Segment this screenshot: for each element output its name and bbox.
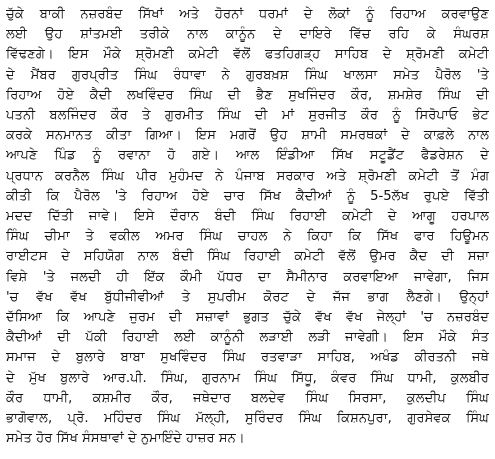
text-line: ਰਿਹਾਅ ਹੋਏ ਕੈਦੀ ਲਖਵਿੰਦਰ ਸਿੰਘ ਦੀ ਭੈਣ ਸੁਖਜਿੰਦਰ ਕੌਰ, ਸ਼ਮਸ਼ੇਰ ਸਿੰਘ ਦੀ bbox=[6, 87, 489, 103]
article-body bbox=[6, 5, 489, 454]
text-line: ਲਈ ਉਹ ਸ਼ਾਂਤਮਈ ਤਰੀਕੇ ਨਾਲ ਕਾਨੂੰਨ ਦੇ ਦਾਇਰੇ ਵਿੱਚ ਰਹਿ ਕੇ ਸੰਘਰਸ਼ bbox=[6, 27, 489, 43]
text-line: ਕੀਤੀ ਕਿ ਪੈਰੋਲ 'ਤੇ ਰਿਹਾਅ ਹੋਏ ਚਾਰ ਸਿੱਖ ਕੈਦੀਆਂ ਨੂੰ 5-5ਲੱਖ ਰੁਪਏ ਵਿੱਤੀ bbox=[6, 188, 489, 204]
text-line: ਵਿੱਢਣਗੇ। ਇਸ ਮੌਕੇ ਸ਼੍ਰੋਮਣੀ ਕਮੇਟੀ ਵੱਲੋਂ ਫਤਹਿਗੜ੍ਹ ਸਾਹਿਬ ਦੇ ਸ਼੍ਰੋਮਣੀ ਕਮੇਟੀ bbox=[6, 47, 489, 63]
text-line: ਚੁੱਕੇ ਬਾਕੀ ਨਜ਼ਰਬੰਦ ਸਿੱਖਾਂ ਅਤੇ ਹੋਰਨਾਂ ਧਰਮਾਂ ਦੇ ਲੋਕਾਂ ਨੂੰ ਰਿਹਾਅ ਕਰਵਾਉਣ bbox=[6, 7, 489, 22]
text-line: ਸਿੰਘ ਚੀਮਾ ਤੇ ਵਕੀਲ ਅਮਰ ਸਿੰਘ ਚਾਹਲ ਨੇ ਕਿਹਾ ਕਿ ਸਿੱਖ ਫਾਰ ਹਿਊਮਨ bbox=[6, 229, 489, 245]
text-line: ਸਮੇਤ ਹੋਰ ਸਿੱਖ ਸੰਸਥਾਵਾਂ ਦੇ ਨੁਮਾਇੰਦੇ ਹਾਜ਼ਰ ਸਨ। bbox=[6, 431, 245, 447]
text-line: ਵਿਸ਼ੇ 'ਤੇ ਜਲਦੀ ਹੀ ਇੱਕ ਕੌਮੀ ਪੱਧਰ ਦਾ ਸੈਮੀਨਾਰ ਕਰਵਾਇਆ ਜਾਵੇਗਾ, ਜਿਸ bbox=[6, 269, 489, 285]
text-line: ਪਤਨੀ ਬਲਜਿੰਦਰ ਕੌਰ ਤੇ ਗੁਰਮੀਤ ਸਿੰਘ ਦੀ ਮਾਂ ਸੁਰਜੀਤ ਕੌਰ ਨੂੰ ਸਿਰੋਪਾਓ ਭੇਟ bbox=[6, 108, 489, 123]
text-line: ਕੈਦੀਆਂ ਦੀ ਪੱਕੀ ਰਿਹਾਈ ਲਈ ਕਾਨੂੰਨੀ ਲੜਾਈ ਲੜੀ ਜਾਵੇਗੀ। ਇਸ ਮੌਕੇ ਸੰਤ bbox=[6, 330, 489, 346]
text-line: ਭਾਗੋਵਾਲ, ਪ੍ਰੋ. ਮਹਿੰਦਰ ਸਿੰਘ ਮੱਲ੍ਹੀ, ਸੁਰਿੰਦਰ ਸਿੰਘ ਕਿਸ਼ਨਪੁਰਾ, ਗੁਰਸੇਵਕ ਸਿੰਘ bbox=[6, 411, 489, 426]
text-line: ਦੱਸਿਆ ਕਿ ਆਪਣੇ ਜੁਰਮ ਦੀ ਸਜ਼ਾਵਾਂ ਭੁਗਤ ਚੁੱਕੇ ਵੱਖ ਵੱਖ ਜੇਲ੍ਹਾਂ 'ਚ ਨਜ਼ਰਬੰਦ bbox=[6, 310, 489, 325]
text-line: ਕੌਰ ਧਾਮੀ, ਕਸ਼ਮੀਰ ਕੌਰ, ਜਥੇਦਾਰ ਬਲਦੇਵ ਸਿੰਘ ਸਿਰਸਾ, ਕੁਲਦੀਪ ਸਿੰਘ bbox=[6, 390, 489, 406]
text-line: ਮਦਦ ਦਿੱਤੀ ਜਾਵੇ। ਇਸੇ ਦੌਰਾਨ ਬੰਦੀ ਸਿੰਘ ਰਿਹਾਈ ਕਮੇਟੀ ਦੇ ਆਗੂ ਹਰਪਾਲ bbox=[6, 209, 489, 224]
text-line: ਦੇ ਮੈਂਬਰ ਗੁਰਪ੍ਰੀਤ ਸਿੰਘ ਰੰਧਾਵਾ ਨੇ ਗੁਰਬਖ਼ਸ਼ ਸਿੰਘ ਖਾਲਸਾ ਸਮੇਤ ਪੈਰੋਲ 'ਤੇ bbox=[6, 67, 489, 83]
text-line: 'ਚ ਵੱਖ ਵੱਖ ਬੁੱਧੀਜੀਵੀਆਂ ਤੇ ਸੁਪਰੀਮ ਕੋਰਟ ਦੇ ਜੱਜ ਭਾਗ ਲੈਣਗੇ। ਉਨ੍ਹਾਂ bbox=[6, 289, 489, 305]
text-line: ਰਾਈਟਸ ਦੇ ਸਹਿਯੋਗ ਨਾਲ ਬੰਦੀ ਸਿੰਘ ਰਿਹਾਈ ਕਮੇਟੀ ਵੱਲੋਂ ਉਮਰ ਕੈਦ ਦੀ ਸਜ਼ਾ bbox=[6, 249, 489, 265]
text-line: ਸਮਾਜ ਦੇ ਬੁਲਾਰੇ ਬਾਬਾ ਸੁਖਵਿੰਦਰ ਸਿੰਘ ਰਤਵਾੜਾ ਸਾਹਿਬ, ਅਖੰਡ ਕੀਰਤਨੀ ਜਥੇ bbox=[6, 350, 489, 366]
text-line: ਦੇ ਮੁੱਖ ਬੁਲਾਰੇ ਆਰ.ਪੀ. ਸਿੰਘ, ਗੁਰਨਾਮ ਸਿੰਘ ਸਿੱਧੂ, ਕੰਵਰ ਸਿੰਘ ਧਾਮੀ, ਕੁਲਬੀਰ bbox=[6, 370, 489, 386]
text-line: ਆਪਣੇ ਪਿੰਡ ਨੂੰ ਰਵਾਨਾ ਹੋ ਗਏ। ਆਲ ਇੰਡੀਆ ਸਿੱਖ ਸਟੂਡੈਂਟ ਫੈਡਰੇਸ਼ਨ ਦੇ bbox=[6, 148, 489, 164]
text-line: ਕਰਕੇ ਸਨਮਾਨਤ ਕੀਤਾ ਗਿਆ। ਇਸ ਮਗਰੋਂ ਉਹ ਸ਼ਾਮੀ ਸਮਰਥਕਾਂ ਦੇ ਕਾਫ਼ਲੇ ਨਾਲ bbox=[6, 128, 489, 144]
text-line: ਪ੍ਰਧਾਨ ਕਰਨੈਲ ਸਿੰਘ ਪੀਰ ਮੁਹੰਮਦ ਨੇ ਪੰਜਾਬ ਸਰਕਾਰ ਅਤੇ ਸ਼੍ਰੋਮਣੀ ਕਮੇਟੀ ਤੋਂ ਮੰਗ bbox=[6, 168, 489, 184]
